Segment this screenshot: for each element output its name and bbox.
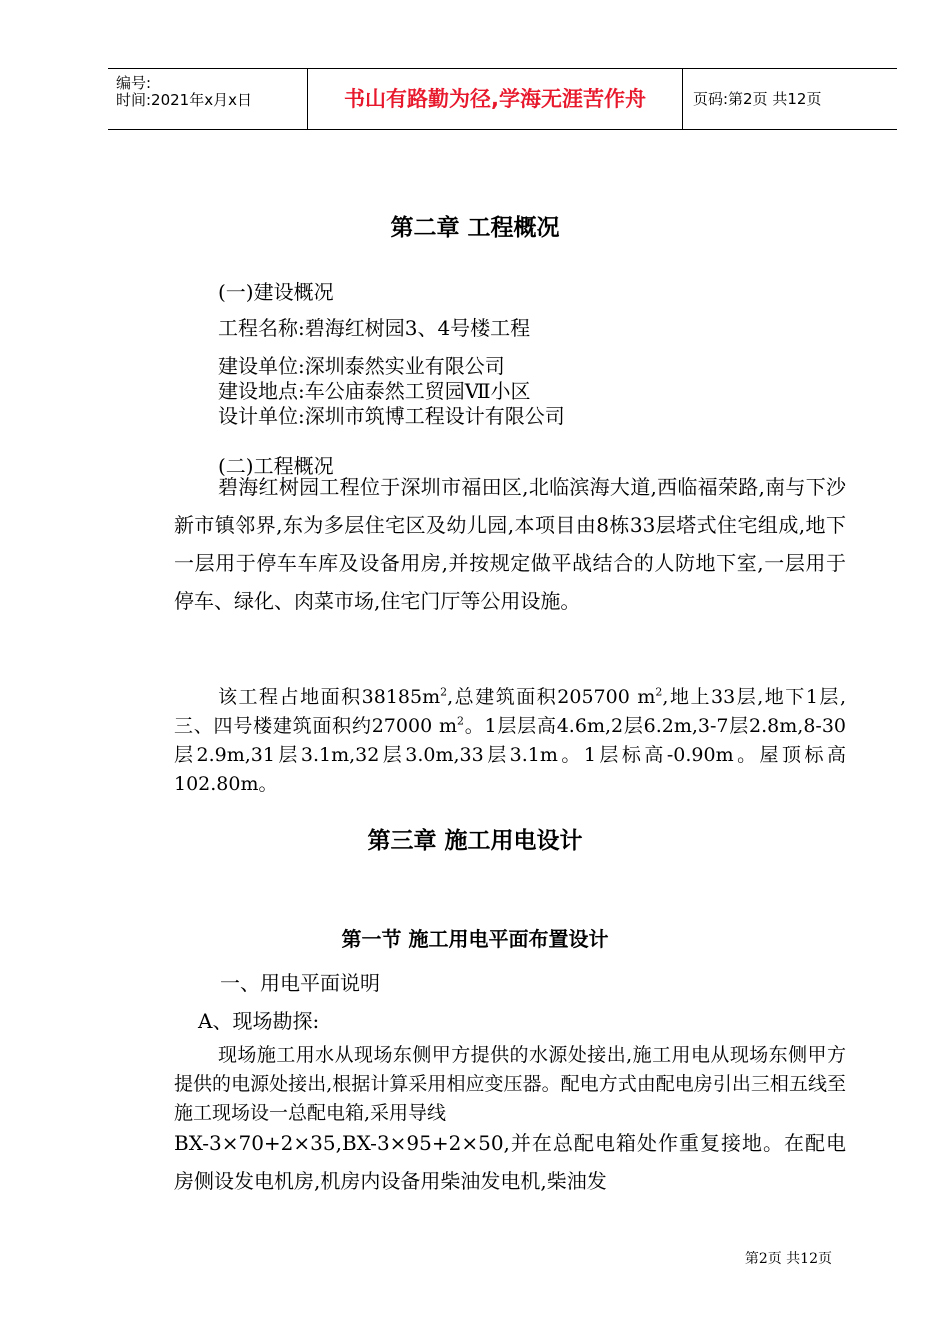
section-1-title: 第一节 施工用电平面布置设计: [341, 927, 609, 951]
time-label: 时间:2021年x月x日: [116, 91, 252, 109]
header-page-info: 页码:第2页 共12页: [693, 90, 822, 108]
item-1-heading: 一、用电平面说明: [220, 971, 380, 995]
area-paragraph: 该工程占地面积$38185m^2$,总建筑面积205700 $m^2$,地上33层,地下1层, 三、四号楼建筑面积约27000 $m^2$。1层层高4.6m,2层6.2m,3-7层2.8m,8-30层2.9m,31层3.1m,32层3.0m,33层3.1m。1层标高-0.90m。屋顶标高102.80m。: [174, 685, 846, 795]
number-label: 编号:: [116, 74, 152, 92]
page-footer: 第2页 共12页: [744, 1251, 832, 1267]
builder-unit: 建设单位:深圳泰然实业有限公司: [218, 354, 505, 378]
chapter-3-title: 第三章 施工用电设计: [367, 828, 583, 854]
wire-spec-paragraph: BX-3×70+2×35,BX-3×95+2×50,并在总配电箱处作重复接地。在配电房侧设发电机房,机房内设备用柴油发电机,柴油发: [174, 1131, 846, 1193]
project-name: 工程名称:碧海红树园3、4号楼工程: [218, 316, 531, 340]
site-survey-paragraph: 现场施工用水从现场东侧甲方提供的水源处接出,施工用电从现场东侧甲方提供的电源处接出,根据计算采用相应变压器。配电方式由配电房引出三相五线至施工现场设一总配电箱,采用导线: [174, 1044, 846, 1124]
page-header: [108, 68, 897, 130]
chapter-2-title: 第二章 工程概况: [390, 215, 560, 241]
item-a-heading: A、现场勘探:: [198, 1009, 320, 1033]
subheading-project-overview: (二)工程概况: [218, 454, 334, 478]
subheading-construction-overview: (一)建设概况: [218, 280, 334, 304]
design-unit: 设计单位:深圳市筑博工程设计有限公司: [218, 404, 565, 428]
header-meta-cell: [108, 69, 308, 129]
header-motto: 书山有路勤为径,学海无涯苦作舟: [308, 69, 683, 129]
overview-paragraph: 碧海红树园工程位于深圳市福田区,北临滨海大道,西临福荣路,南与下沙新市镇邻界,东为多层住宅区及幼儿园,本项目由8栋33层塔式住宅组成,地下一层用于停车车库及设备用房,并按规定做平战结合的人防地下室,一层用于停车、绿化、肉菜市场,住宅门厅等公用设施。: [174, 475, 846, 613]
construction-location: 建设地点:车公庙泰然工贸园Ⅶ小区: [218, 379, 531, 403]
